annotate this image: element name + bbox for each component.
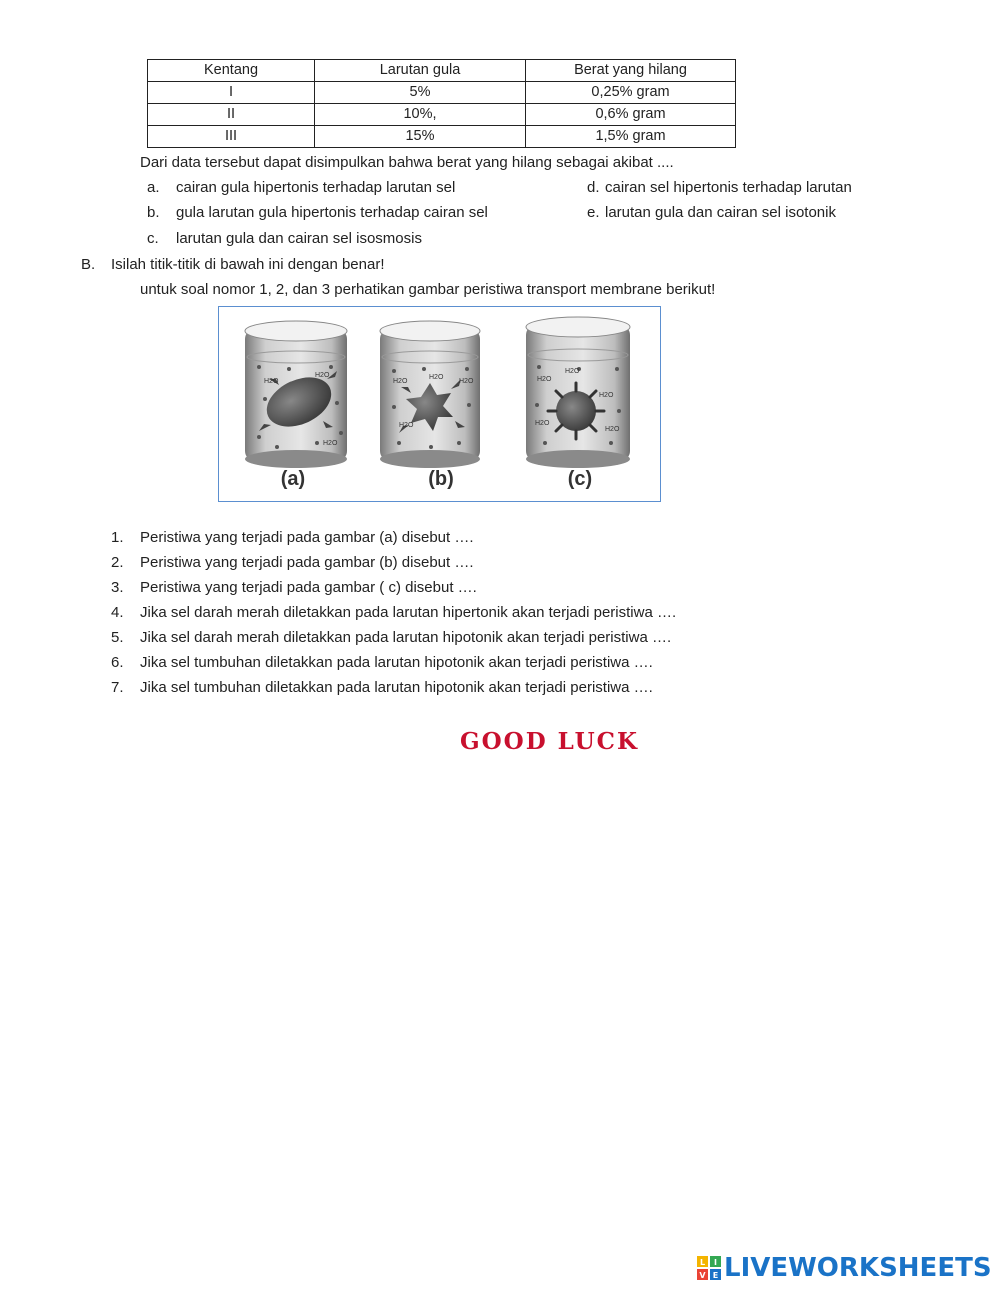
- option-d: cairan sel hipertonis terhadap larutan: [605, 179, 852, 196]
- table-cell: I: [148, 82, 315, 104]
- table-cell: 1,5% gram: [526, 126, 736, 148]
- svg-text:V: V: [699, 1271, 706, 1280]
- molecule-label: H2O: [393, 378, 408, 385]
- good-luck-heading: GOOD LUCK: [460, 728, 639, 755]
- item-text: Jika sel darah merah diletakkan pada larutan hipotonik akan terjadi peristiwa ….: [140, 629, 672, 646]
- item-text: Peristiwa yang terjadi pada gambar (a) disebut ….: [140, 529, 474, 546]
- table-cell: 15%: [315, 126, 526, 148]
- brand-name: LIVEWORKSHEETS: [724, 1253, 992, 1283]
- svg-text:L: L: [699, 1258, 706, 1267]
- item-number: 6.: [111, 654, 124, 671]
- item-text: Jika sel darah merah diletakkan pada larutan hipertonik akan terjadi peristiwa ….: [140, 604, 677, 621]
- option-letter-e: e.: [587, 204, 600, 221]
- option-letter-b: b.: [147, 204, 160, 221]
- table-row: [148, 104, 736, 126]
- molecule-label: H2O: [264, 378, 279, 385]
- table-cell: II: [148, 104, 315, 126]
- option-c: larutan gula dan cairan sel isosmosis: [176, 230, 422, 247]
- table-header-cell: Berat yang hilang: [526, 60, 736, 82]
- table-cell: 0,25% gram: [526, 82, 736, 104]
- table-header-cell: Kentang: [148, 60, 315, 82]
- data-table: [147, 59, 736, 148]
- item-number: 7.: [111, 679, 124, 696]
- item-number: 3.: [111, 579, 124, 596]
- svg-text:E: E: [712, 1271, 719, 1280]
- molecule-label: H2O: [459, 378, 474, 385]
- molecule-label: H2O: [565, 368, 580, 375]
- item-number: 4.: [111, 604, 124, 621]
- table-cell: 0,6% gram: [526, 104, 736, 126]
- molecule-label: H2O: [315, 372, 330, 379]
- option-e: larutan gula dan cairan sel isotonik: [605, 204, 836, 221]
- table-cell: 10%,: [315, 104, 526, 126]
- molecule-label: H2O: [535, 420, 550, 427]
- molecule-label: H2O: [599, 392, 614, 399]
- table-cell: 5%: [315, 82, 526, 104]
- option-letter-d: d.: [587, 179, 600, 196]
- item-text: Jika sel tumbuhan diletakkan pada larutan hipotonik akan terjadi peristiwa ….: [140, 654, 653, 671]
- molecule-label: H2O: [399, 422, 414, 429]
- beaker-label-a: (a): [280, 468, 306, 490]
- beaker-b: [380, 321, 480, 490]
- osmosis-figure: [218, 306, 661, 502]
- item-text: Peristiwa yang terjadi pada gambar ( c) disebut ….: [140, 579, 477, 596]
- item-text: Peristiwa yang terjadi pada gambar (b) disebut ….: [140, 554, 474, 571]
- option-letter-c: c.: [147, 230, 159, 247]
- option-b: gula larutan gula hipertonis terhadap cairan sel: [176, 204, 488, 221]
- question-text: Dari data tersebut dapat disimpulkan bahwa berat yang hilang sebagai akibat ....: [140, 154, 674, 171]
- table-row: [148, 82, 736, 104]
- table-header-row: [148, 60, 736, 82]
- section-title: Isilah titik-titik di bawah ini dengan benar!: [111, 256, 385, 273]
- beaker-c: [526, 317, 630, 490]
- item-number: 2.: [111, 554, 124, 571]
- osmosis-illustration: [219, 307, 660, 501]
- option-a: cairan gula hipertonis terhadap larutan sel: [176, 179, 456, 196]
- item-text: Jika sel tumbuhan diletakkan pada larutan hipotonik akan terjadi peristiwa ….: [140, 679, 653, 696]
- table-row: [148, 126, 736, 148]
- molecule-label: H2O: [537, 376, 552, 383]
- option-letter-a: a.: [147, 179, 160, 196]
- molecule-label: H2O: [429, 374, 444, 381]
- beaker-label-b: (b): [428, 468, 454, 490]
- molecule-label: H2O: [605, 426, 620, 433]
- liveworksheets-icon: [697, 1256, 721, 1280]
- item-number: 5.: [111, 629, 124, 646]
- beaker-label-c: (c): [567, 468, 593, 490]
- molecule-label: H2O: [323, 440, 338, 447]
- liveworksheets-logo[interactable]: [697, 1253, 992, 1283]
- svg-text:I: I: [714, 1258, 717, 1267]
- item-number: 1.: [111, 529, 124, 546]
- section-marker: B.: [81, 256, 96, 273]
- table-header-cell: Larutan gula: [315, 60, 526, 82]
- beaker-a: [245, 321, 347, 490]
- section-intro: untuk soal nomor 1, 2, dan 3 perhatikan gambar peristiwa transport membrane berikut!: [140, 281, 716, 298]
- table-cell: III: [148, 126, 315, 148]
